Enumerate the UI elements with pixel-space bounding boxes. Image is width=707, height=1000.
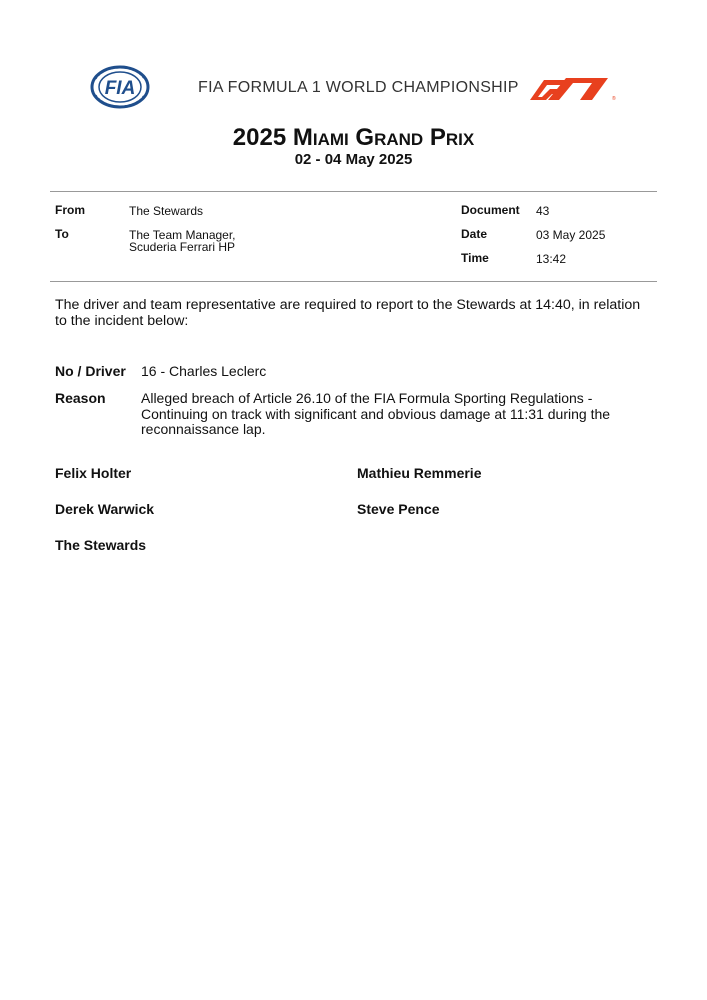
fia-logo [90,65,150,109]
stewards-signoff: The Stewards [55,537,147,553]
race-name-iami: iami [312,124,349,151]
to-value-line1: The Team Manager, [129,228,236,242]
race-name-p: P [429,124,446,151]
reason-label: Reason [55,390,106,406]
race-year: 2025 [232,124,287,151]
document-value: 43 [536,204,550,218]
steward-name: Felix Holter [55,465,132,481]
date-label: Date [461,227,488,241]
divider-bottom [50,281,657,282]
championship-title: FIA FORMULA 1 WORLD CHAMPIONSHIP [198,79,519,96]
driver-value: 16 - Charles Leclerc [141,363,267,379]
driver-label: No / Driver [55,363,126,379]
race-name-rix: rix [445,124,475,151]
race-title [0,124,707,152]
document-label: Document [461,203,520,217]
from-label: From [55,203,85,217]
steward-name: Steve Pence [357,501,440,517]
race-name-m: M [292,124,313,151]
divider-top [50,191,657,192]
race-name-g: G [355,124,375,151]
from-value: The Stewards [129,204,204,218]
fia-logo-text: FIA [104,78,136,99]
date-value: 03 May 2025 [536,228,606,242]
reason-value: Alleged breach of Article 26.10 of the FIA Formula Sporting Regulations - Continuing on track with significant and obvious damage at 11:31 during the reconnaissance lap. [141,390,611,437]
steward-name: Mathieu Remmerie [357,465,482,481]
to-value-line2: Scuderia Ferrari HP [129,240,236,254]
time-label: Time [461,251,489,265]
intro-paragraph: The driver and team representative are required to report to the Stewards at 14:40, in relation to the incident below: [55,297,641,329]
race-dates: 02 - 04 May 2025 [294,151,413,168]
svg-text:®: ® [612,96,616,100]
f1-logo [530,74,616,100]
time-value: 13:42 [536,252,567,266]
to-label: To [55,227,69,241]
race-name-rand: rand [374,124,424,151]
steward-name: Derek Warwick [55,501,155,517]
